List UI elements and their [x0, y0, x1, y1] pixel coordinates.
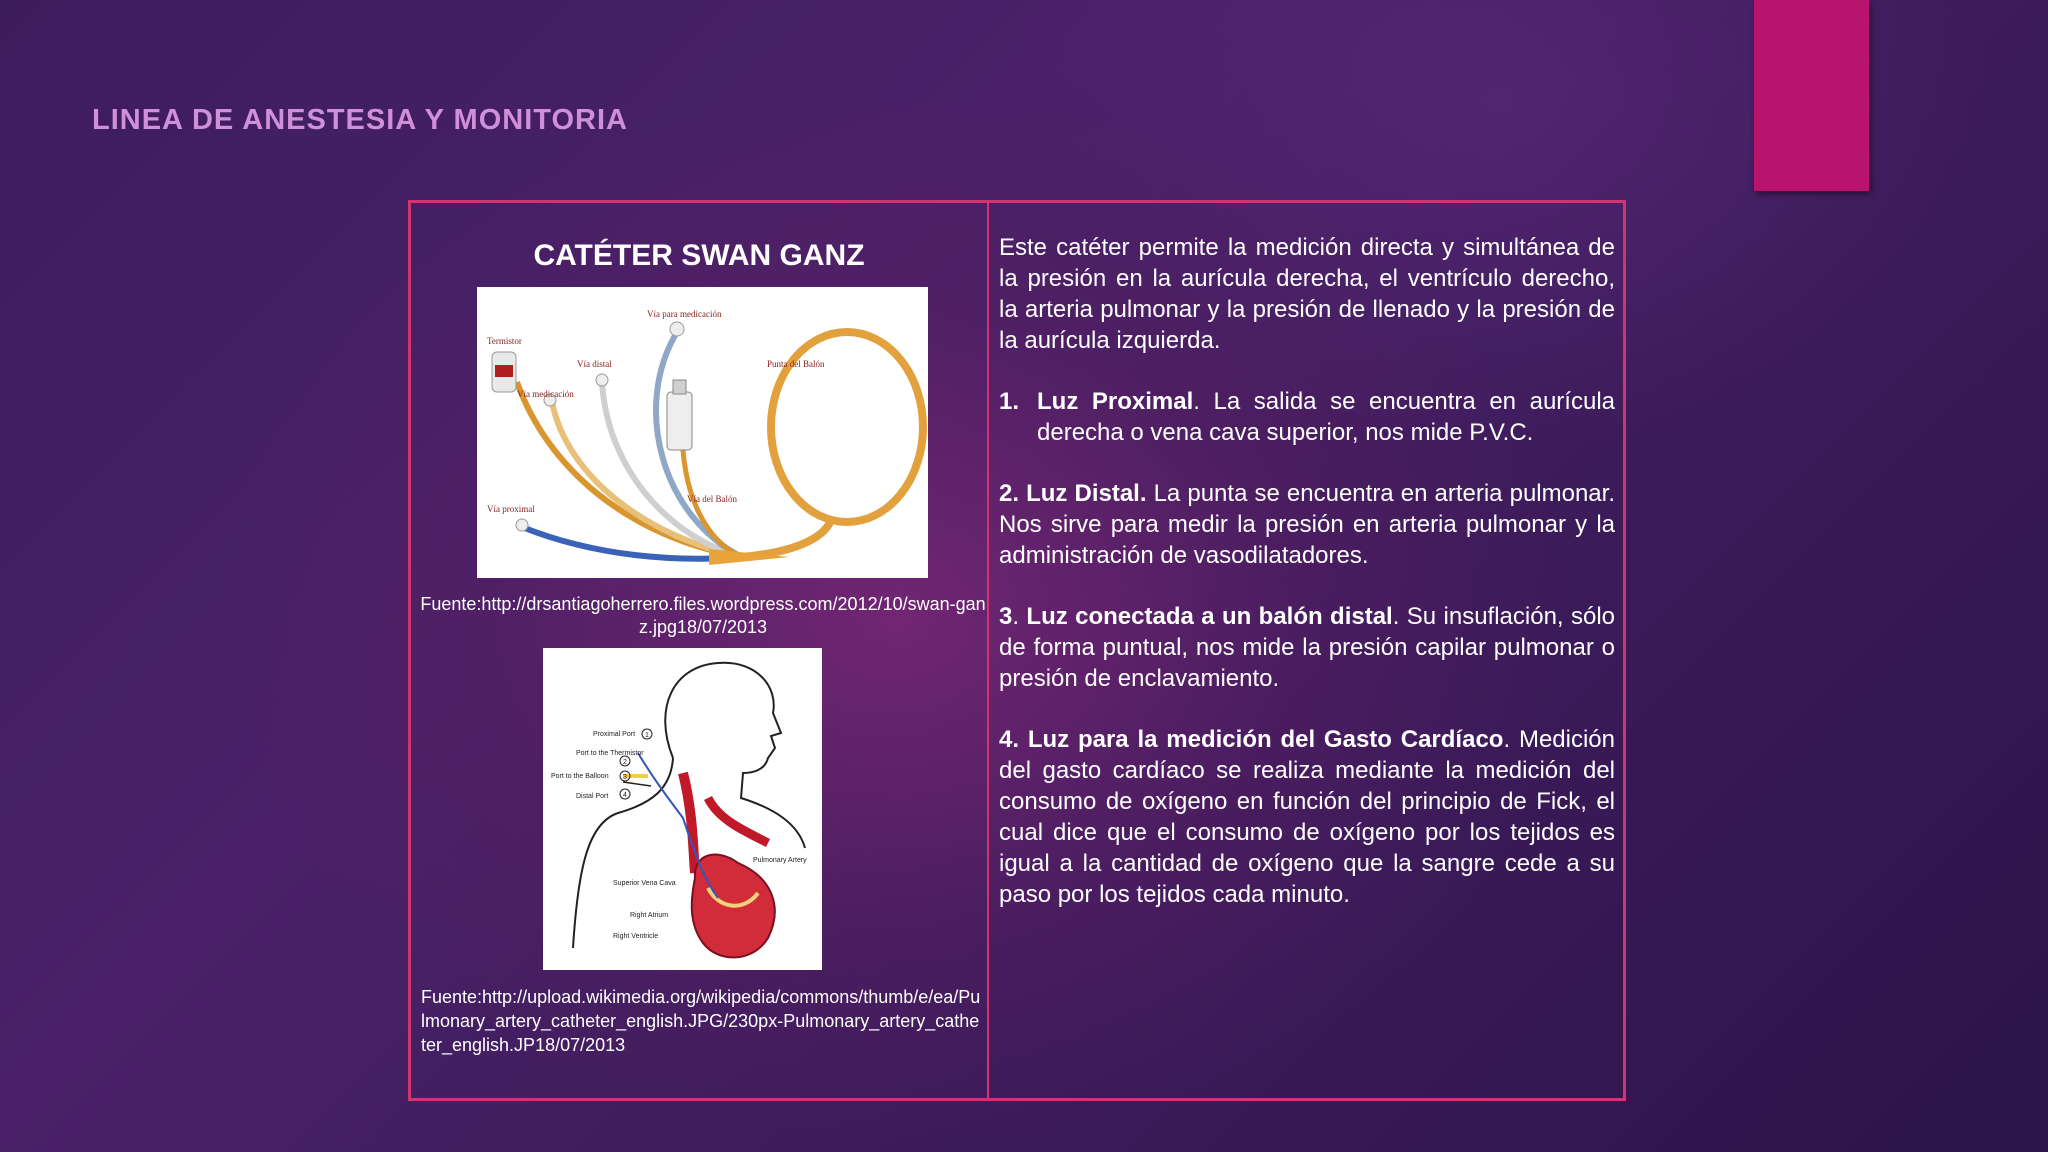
item-2-number: 2. — [999, 480, 1020, 507]
item-1-text: . La salida se encuentra en aurícula derecha o vena cava superior, nos mide P.V.C. — [1037, 388, 1615, 446]
label-via-distal: Vía distal — [577, 359, 612, 369]
label-via-medicacion: Vía para medicación — [647, 309, 722, 319]
intro-paragraph: Este catéter permite la medición directa y simultánea de la presión en la aurícula derecha, el ventrículo derecho, la arteria pulmonar y la presión de llenado y la presión de la aurícula izquierda. — [999, 234, 1615, 354]
caption-source-1: Fuente:http://drsantiagoherrero.files.wordpress.com/2012/10/swan-ganz.jpg18/07/2013 — [420, 594, 986, 637]
column-divider — [987, 203, 989, 1098]
item-3-title: Luz conectada a un balón distal — [1026, 603, 1393, 630]
label-punta-del-balon: Punta del Balón — [767, 359, 825, 369]
label-via-medicacion-2: Vía medicación — [517, 389, 574, 399]
slide-title: LINEA DE ANESTESIA Y MONITORIA — [92, 104, 628, 136]
swan-ganz-catheter-illustration — [477, 287, 928, 578]
content-table — [408, 200, 1626, 1101]
marker-3: 3 — [623, 774, 627, 781]
item-3-text: . Su insuflación, sólo de forma puntual, nos mide la presión capilar pulmonar o presión de enclavamiento. — [999, 603, 1616, 692]
label-port-balloon: Port to the Balloon — [551, 773, 609, 780]
item-4-text: . Medición del gasto cardíaco se realiza mediante la medición del consumo de oxígeno en función del principio de Fick, el cual dice que el consumo de oxígeno por los tejidos es igual a la cantidad de oxígeno que la sangre cede a su paso por los tejidos cada minuto. — [999, 726, 1615, 908]
catheter-heading: CATÉTER SWAN GANZ — [533, 239, 865, 272]
label-distal-port: Distal Port — [576, 793, 609, 800]
item-4-number: 4. — [999, 726, 1020, 753]
left-column — [411, 203, 987, 1098]
item-1-title: Luz Proximal — [1037, 388, 1194, 415]
item-luz-balon: 3. Luz conectada a un balón distal. Su insuflación, sólo de forma puntual, nos mide la presión capilar pulmonar o presión de enclavamiento. — [999, 603, 1616, 692]
caption-source-2: Fuente:http://upload.wikimedia.org/wikipedia/commons/thumb/e/ea/Pulmonary_artery_catheter_english.JPG/230px-Pulmonary_artery_catheter_english.JP18/07/2013 — [421, 987, 981, 1055]
label-pulmonary-artery: Pulmonary Artery — [753, 857, 807, 864]
item-3-number: 3 — [999, 603, 1013, 630]
item-2-text: La punta se encuentra en arteria pulmonar. Nos sirve para medir la presión en arteria pulmonar y la administración de vasodilatadores. — [999, 480, 1615, 569]
item-4-title: Luz para la medición del Gasto Cardíaco — [1027, 726, 1504, 753]
marker-2: 2 — [623, 759, 627, 766]
item-gasto-cardiaco — [999, 724, 1615, 910]
label-via-del-balon: Vía del Balón — [687, 494, 737, 504]
right-column — [999, 232, 1615, 940]
label-proximal-port: Proximal Port — [593, 731, 636, 738]
item-luz-proximal — [999, 386, 1615, 448]
item-1-number: 1. — [999, 388, 1020, 415]
label-termistor: Termistor — [487, 336, 522, 346]
label-via-proximal: Vía proximal — [487, 504, 535, 514]
catheter-photo — [477, 287, 928, 578]
label-right-ventricle: Right Ventricle — [613, 933, 659, 940]
item-luz-distal — [999, 478, 1615, 571]
marker-4: 4 — [623, 792, 627, 799]
accent-bar — [1754, 0, 1869, 191]
anatomy-diagram — [543, 648, 822, 970]
marker-1: 1 — [645, 732, 649, 739]
label-superior-vena-cava: Superior Vena Cava — [613, 880, 676, 887]
pulmonary-artery-catheter-diagram — [543, 648, 822, 970]
label-port-thermistor: Port to the Thermistor — [576, 750, 644, 757]
item-2-title: Luz Distal. — [1026, 480, 1147, 507]
label-right-atrium: Right Atrium — [630, 912, 669, 919]
